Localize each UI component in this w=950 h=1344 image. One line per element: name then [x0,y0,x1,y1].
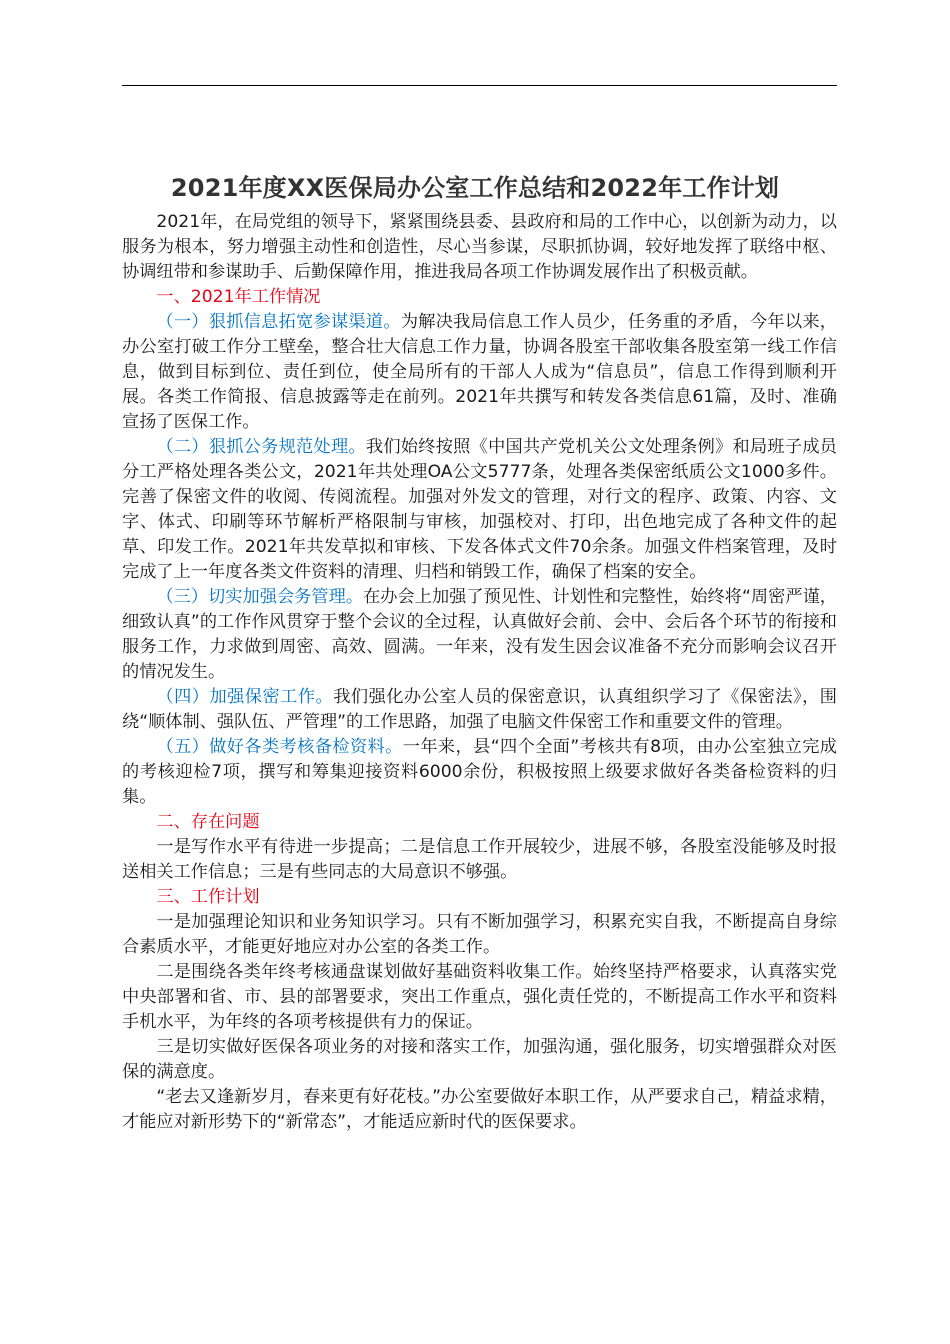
section-3-paragraph-3: 三是切实做好医保各项业务的对接和落实工作，加强沟通，强化服务，切实增强群众对医保的满意度。 [122,1037,837,1082]
item-4-label: （四）加强保密工作。 [156,687,334,707]
header-rule [122,85,837,86]
item-4-text: 我们强化办公室人员的保密意识，认真组织学习了《保密法》，围绕“顺体制、强队伍、严管理”的工作思路，加强了电脑文件保密工作和重要文件的管理。 [122,687,837,732]
item-3-text: 在办会上加强了预见性、计划性和完整性，始终将“周密严谨，细致认真”的工作作风贯穿于整个会议的全过程，认真做好会前、会中、会后各个环节的衔接和服务工作，力求做到周密、高效、圆满。一年来，没有发生因会议准备不充分而影响会议召开的情况发生。 [122,587,837,682]
section-1-item-1 [122,310,837,435]
section-1-item-2 [122,435,837,585]
section-1-item-4 [122,685,837,735]
item-1-label: （一）狠抓信息拓宽参谋渠道。 [156,312,401,332]
section-3-heading: 三、工作计划 [156,887,260,907]
section-3-paragraph-1: 一是加强理论知识和业务知识学习。只有不断加强学习，积累充实自我，不断提高自身综合素质水平，才能更好地应对办公室的各类工作。 [122,912,837,957]
section-1-item-3 [122,585,837,685]
section-3-paragraph-2: 二是围绕各类年终考核通盘谋划做好基础资料收集工作。始终坚持严格要求，认真落实党中央部署和省、市、县的部署要求，突出工作重点，强化责任党的，不断提高工作水平和资料手机水平，为年终的各项考核提供有力的保证。 [122,962,837,1032]
intro-paragraph: 2021年，在局党组的领导下，紧紧围绕县委、县政府和局的工作中心，以创新为动力，以服务为根本，努力增强主动性和创造性，尽心当参谋，尽职抓协调，较好地发挥了联络中枢、协调纽带和参谋助手、后勤保障作用，推进我局各项工作协调发展作出了积极贡献。 [122,212,837,282]
item-2-text: 我们始终按照《中国共产党机关公文处理条例》和局班子成员分工严格处理各类公文，2021年共处理OA公文5777条，处理各类保密纸质公文1000多件。完善了保密文件的收阅、传阅流程。加强对外发文的管理，对行文的程序、政策、内容、文字、体式、印刷等环节解析严格限制与审核，加强校对、打印，出色地完成了各种文件的起草、印发工作。2021年共发草拟和审核、下发各体式文件70余条。加强文件档案管理，及时完成了上一年度各类文件资料的清理、归档和销毁工作，确保了档案的安全。 [122,437,837,582]
section-1-item-5 [122,735,837,810]
section-1-heading: 一、2021年工作情况 [156,287,321,307]
closing-paragraph: “老去又逢新岁月，春来更有好花枝。”办公室要做好本职工作，从严要求自己，精益求精，才能应对新形势下的“新常态”，才能适应新时代的医保要求。 [122,1087,837,1132]
section-2-paragraph: 一是写作水平有待进一步提高；二是信息工作开展较少，进展不够，各股室没能够及时报送相关工作信息；三是有些同志的大局意识不够强。 [122,837,837,882]
item-5-label: （五）做好各类考核备检资料。 [156,737,403,757]
document-body [122,210,837,1135]
section-2-heading: 二、存在问题 [156,812,260,832]
item-3-label: （三）切实加强会务管理。 [156,587,364,607]
item-2-label: （二）狠抓公务规范处理。 [156,437,366,457]
item-1-text: 为解决我局信息工作人员少，任务重的矛盾，今年以来，办公室打破工作分工壁垒，整合壮大信息工作力量，协调各股室干部收集各股室第一线工作信息，做到目标到位、责任到位，使全局所有的干部人人成为“信息员”，信息工作得到顺利开展。各类工作简报、信息披露等走在前列。2021年共撰写和转发各类信息61篇，及时、准确宣扬了医保工作。 [122,312,837,432]
document-title: 2021年度XX医保局办公室工作总结和2022年工作计划 [170,174,780,203]
item-5-text: 一年来，县“四个全面”考核共有8项，由办公室独立完成的考核迎检7项，撰写和筹集迎接资料6000余份，积极按照上级要求做好各类备检资料的归集。 [122,737,837,807]
